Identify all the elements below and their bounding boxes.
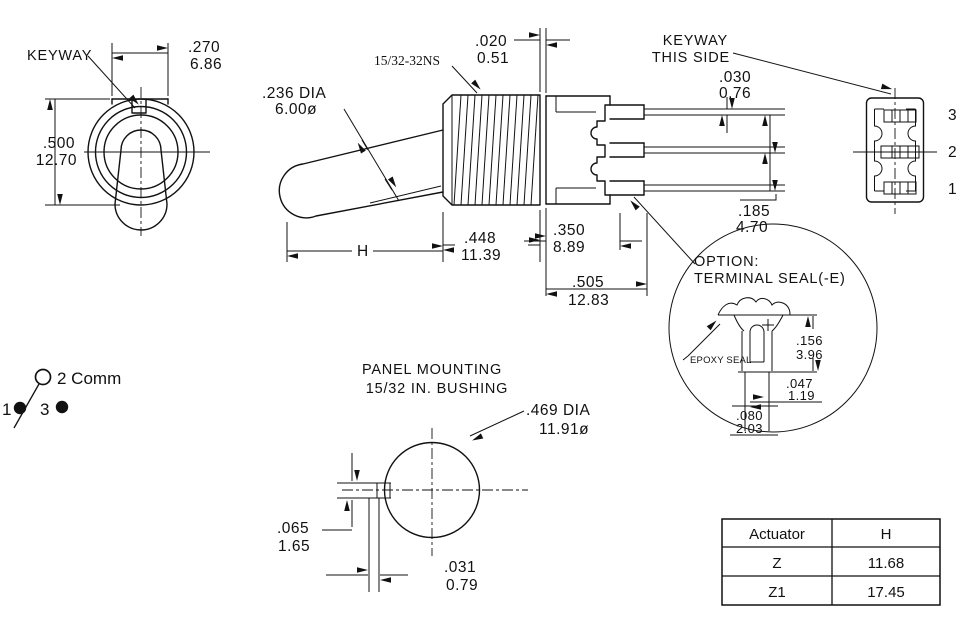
toggle-lever-side <box>279 130 443 218</box>
front-view <box>27 39 222 236</box>
circuit-schematic <box>2 369 121 428</box>
rear-view <box>652 33 957 214</box>
table-cell: Z <box>772 555 782 572</box>
dim-047-mm: 1.19 <box>788 388 815 403</box>
dim-031-mm: 0.79 <box>446 577 479 594</box>
terminals-side <box>610 105 785 195</box>
dim-031-in: .031 <box>444 559 477 576</box>
dim-270-in: .270 <box>188 39 221 56</box>
schematic-pole-3: 3 <box>40 400 50 419</box>
terminal-2-label: 2 <box>948 144 958 161</box>
panel-title-2: 15/32 IN. BUSHING <box>365 381 509 397</box>
dim-020-mm: 0.51 <box>477 50 510 67</box>
dim-185-mm: 4.70 <box>736 219 769 236</box>
dim-080-in: .080 <box>736 408 763 423</box>
dim-505-mm: 12.83 <box>568 292 610 309</box>
epoxy-seal-label: EPOXY SEAL <box>690 355 752 366</box>
seal-title-1: OPTION: <box>694 254 760 270</box>
dim-156-mm: 3.96 <box>796 347 823 362</box>
dim-448-in: .448 <box>464 230 497 247</box>
schematic-common: 2 Comm <box>57 369 122 388</box>
dim-156-in: .156 <box>796 333 823 348</box>
table-cell: Z1 <box>768 584 786 601</box>
table-cell: 11.68 <box>867 555 905 572</box>
dim-020-in: .020 <box>475 33 508 50</box>
terminal-1-label: 1 <box>948 181 958 198</box>
common-contact <box>36 370 51 385</box>
dim-047-in: .047 <box>786 376 813 391</box>
dim-030-mm: 0.76 <box>719 85 752 102</box>
dim-350-mm: 8.89 <box>553 239 586 256</box>
dim-500-mm: 12.70 <box>35 152 77 169</box>
dim-270-mm: 6.86 <box>190 56 223 73</box>
dim-030-in: .030 <box>719 69 752 86</box>
terminal-3-label: 3 <box>948 107 958 124</box>
dim-469-mm: 11.91ø <box>539 421 590 438</box>
dim-469-in: .469 DIA <box>526 402 591 419</box>
dim-065-in: .065 <box>277 520 310 537</box>
rear-keyway-label-1: KEYWAY <box>662 33 728 49</box>
terminal-seal-detail <box>669 224 877 436</box>
thread-hatching <box>454 95 538 205</box>
table-header-h: H <box>880 526 892 543</box>
actuator-table <box>722 519 940 605</box>
table-header-actuator: Actuator <box>749 526 805 543</box>
schematic-pole-1: 1 <box>2 400 12 419</box>
dim-h-label: H <box>357 243 369 260</box>
contact-3 <box>56 401 68 413</box>
dim-236-in: .236 DIA <box>262 85 327 102</box>
dim-505-in: .505 <box>572 274 605 291</box>
dim-065-mm: 1.65 <box>278 538 311 555</box>
dim-500-in: .500 <box>42 135 75 152</box>
contact-1 <box>14 402 26 414</box>
dim-236-mm: 6.00ø <box>275 101 318 118</box>
thread-spec-label: 15/32-32NS <box>374 53 441 68</box>
dim-080-mm: 2.03 <box>736 421 763 436</box>
dim-448-mm: 11.39 <box>461 247 502 264</box>
rear-keyway-label-2: THIS SIDE <box>651 50 730 66</box>
seal-title-2: TERMINAL SEAL(-E) <box>694 271 846 287</box>
panel-title-1: PANEL MOUNTING <box>361 362 503 378</box>
dim-350-in: .350 <box>553 222 586 239</box>
table-cell: 17.45 <box>867 584 905 601</box>
dim-185-in: .185 <box>738 203 771 220</box>
front-keyway-label: KEYWAY <box>27 48 93 64</box>
panel-mounting-view <box>277 362 590 594</box>
